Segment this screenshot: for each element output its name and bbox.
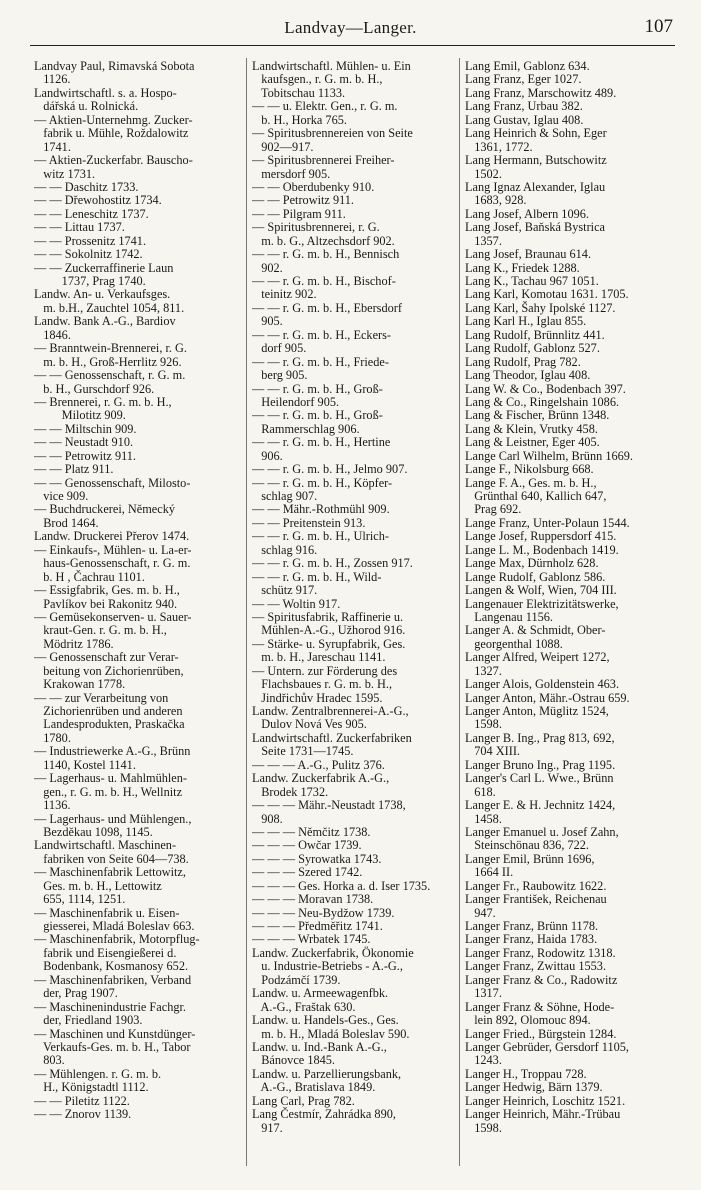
entry-line: 1598. xyxy=(465,1120,502,1135)
entry-line: fabrik und Eisengießerei d. xyxy=(34,945,177,960)
entry-line: Landw. Bank A.-G., Bardiov xyxy=(34,314,176,329)
entry-line: — — Woltin 917. xyxy=(252,596,341,611)
entry-line: Lange L. M., Bodenbach 1419. xyxy=(465,542,619,557)
entry-line: Lang Ignaz Alexander, Iglau xyxy=(465,179,606,194)
entry-line: Lang Karl, Komotau 1631. 1705. xyxy=(465,287,629,302)
entry-line: — — Genossenschaft, r. G. m. xyxy=(34,368,186,383)
entry-line: fabriken von Seite 604—738. xyxy=(34,851,189,866)
entry-line: Lang Franz, Marschowitz 489. xyxy=(465,85,617,100)
entry-line: — Maschinenfabrik u. Eisen- xyxy=(34,905,180,920)
entry-line: 1737, Prag 1740. xyxy=(34,274,146,288)
entry-line: — — Daschitz 1733. xyxy=(34,179,139,194)
entry-line: — Essigfabrik, Ges. m. b. H., xyxy=(34,583,180,598)
entry-line: — — Piletitz 1122. xyxy=(34,1093,130,1108)
entry-line: — — — Předměřitz 1741. xyxy=(252,919,383,933)
entry-line: — Untern. zur Förderung des xyxy=(252,663,398,678)
entry-line: — — r. G. m. b. H., Groß- xyxy=(252,408,383,423)
running-head: Landvay—Langer. xyxy=(284,18,417,37)
entry-line: Jindřichův Hradec 1595. xyxy=(252,690,383,705)
entry-line: — — — Mähr.-Neustadt 1738, xyxy=(252,798,406,813)
entry-line: Langer Alfred, Weipert 1272, xyxy=(465,650,610,665)
entry-line: Landwirtschaftl. Mühlen- u. Ein xyxy=(252,60,411,73)
entry-line: — — Petrowitz 911. xyxy=(34,448,137,463)
entry-line: — — — Syrowatka 1743. xyxy=(252,851,382,866)
entry-line: Langer H., Troppau 728. xyxy=(465,1066,587,1081)
entry-line: schütz 917. xyxy=(252,583,318,598)
entry-line: Lang Josef, Braunau 614. xyxy=(465,247,592,262)
entry-line: witz 1731. xyxy=(34,166,96,181)
entry-line: Langenauer Elektrizitätswerke, xyxy=(465,596,619,611)
entry-line: Heilendorf 905. xyxy=(252,394,340,409)
entry-line: kraut-Gen. r. G. m. b. H., xyxy=(34,623,167,638)
entry-line: Langer Alois, Goldenstein 463. xyxy=(465,677,620,692)
entry-line: Landw. u. Armeewagenfbk. xyxy=(252,986,389,1001)
directory-column-2 xyxy=(252,60,456,1170)
entry-line: Landesprodukten, Praskačka xyxy=(34,717,185,732)
entry-line: gen., r. G. m. b. H., Wellnitz xyxy=(34,784,183,799)
entry-line: Zichorienrüben und anderen xyxy=(34,704,183,718)
entry-line: 917. xyxy=(252,1120,283,1135)
entry-line: A.-G., Bratislava 1849. xyxy=(252,1080,376,1095)
entry-line: Langer Heinrich, Mähr.-Trübau xyxy=(465,1107,621,1122)
entry-line: — Spiritusfabrik, Raffinerie u. xyxy=(252,609,404,624)
entry-line: m. b.H., Zauchtel 1054, 811. xyxy=(34,300,185,315)
entry-line: der, Friedland 1903. xyxy=(34,1013,143,1028)
entry-line: mersdorf 905. xyxy=(252,166,331,181)
entry-line: 902—917. xyxy=(252,139,314,154)
entry-line: Lang Gustav, Iglau 408. xyxy=(465,112,584,127)
entry-line: — — r. G. m. b. H., Ulrich- xyxy=(252,529,389,544)
entry-line: Lang Karl H., Iglau 855. xyxy=(465,314,587,329)
entry-line: Lang Carl, Prag 782. xyxy=(252,1093,355,1108)
entry-line: Langer A. & Schmidt, Ober- xyxy=(465,623,606,638)
entry-line: — — — Szered 1742. xyxy=(252,865,363,880)
entry-line: — Industriewerke A.-G., Brünn xyxy=(34,744,191,759)
entry-line: Langer Heinrich, Loschitz 1521. xyxy=(465,1093,626,1108)
entry-line: Lange F., Nikolsburg 668. xyxy=(465,462,594,477)
entry-line: schlag 907. xyxy=(252,489,318,503)
directory-column-1 xyxy=(34,60,242,1170)
entry-line: — — Znorov 1139. xyxy=(34,1107,132,1122)
header-rule xyxy=(30,45,675,46)
entry-line: 803. xyxy=(34,1053,65,1068)
entry-line: Lang & Co., Ringelshain 1086. xyxy=(465,394,620,409)
entry-line: Brod 1464. xyxy=(34,515,99,530)
entry-line: Langer Hedwig, Bärn 1379. xyxy=(465,1080,603,1095)
entry-line: — — Platz 911. xyxy=(34,462,114,477)
entry-line: — Genossenschaft zur Verar- xyxy=(34,650,179,665)
entry-line: Lang K., Friedek 1288. xyxy=(465,260,580,275)
entry-line: 1357. xyxy=(465,233,502,248)
entry-line: 1317. xyxy=(465,986,502,1001)
entry-line: — — Miltschin 909. xyxy=(34,421,137,436)
entry-line: Lange Franz, Unter-Polaun 1544. xyxy=(465,515,630,530)
entry-line: Lang Franz, Urbau 382. xyxy=(465,99,583,114)
entry-line: — — Zuckerraffinerie Laun xyxy=(34,260,174,275)
entry-line: Lange Max, Dürnholz 628. xyxy=(465,556,599,571)
entry-line: Lang Josef, Albern 1096. xyxy=(465,206,589,221)
entry-line: 1598. xyxy=(465,717,502,732)
entry-line: beitung von Zichorienrüben, xyxy=(34,663,184,678)
entry-line: Langer's Carl L. Wwe., Brünn xyxy=(465,771,614,786)
entry-line: Brodek 1732. xyxy=(252,784,329,799)
entry-line: Podzámčí 1739. xyxy=(252,972,341,987)
entry-line: 704 XIII. xyxy=(465,744,520,759)
entry-line: Bodenbank, Kosmanosy 652. xyxy=(34,959,189,974)
entry-line: berg 905. xyxy=(252,368,308,383)
entry-line: Milotitz 909. xyxy=(34,408,126,423)
entry-line: Verkaufs-Ges. m. b. H., Tabor xyxy=(34,1039,191,1054)
entry-line: — Spiritusbrennereien von Seite xyxy=(252,126,413,141)
entry-line: — Mühlengen. r. G. m. b. xyxy=(34,1066,162,1081)
entry-line: Seite 1731—1745. xyxy=(252,744,354,759)
entry-line: Langer František, Reichenau xyxy=(465,892,607,907)
entry-line: Langer Anton, Mähr.-Ostrau 659. xyxy=(465,690,630,705)
entry-line: kaufsgen., r. G. m. b. H., xyxy=(252,72,383,87)
entry-line: Langer Gebrüder, Gersdorf 1105, xyxy=(465,1039,629,1054)
entry-line: Pavlíkov bei Rakonitz 940. xyxy=(34,596,178,611)
entry-line: Langer Franz, Brünn 1178. xyxy=(465,919,599,933)
entry-line: — — r. G. m. b. H., Bischof- xyxy=(252,274,396,288)
entry-line: 1126. xyxy=(34,72,71,87)
entry-line: Lang Rudolf, Brünnlitz 441. xyxy=(465,327,605,342)
entry-line: Langer Anton, Müglitz 1524, xyxy=(465,704,609,718)
entry-line: — — — Moravan 1738. xyxy=(252,892,374,907)
entry-line: H., Königstadtl 1112. xyxy=(34,1080,149,1095)
entry-line: Lang Franz, Eger 1027. xyxy=(465,72,582,87)
entry-line: Mühlen-A.-G., Užhorod 916. xyxy=(252,623,406,638)
entry-line: Flachsbaues r. G. m. b. H., xyxy=(252,677,393,692)
entry-line: 618. xyxy=(465,784,496,799)
entry-line: — — Prossenitz 1741. xyxy=(34,233,147,248)
entry-line: 655, 1114, 1251. xyxy=(34,892,126,907)
entry-line: u. Industrie-Betriebs - A.-G., xyxy=(252,959,403,974)
entry-line: Lang Karl, Šahy Ipolské 1127. xyxy=(465,300,616,315)
entry-line: Lang K., Tachau 967 1051. xyxy=(465,274,599,288)
entry-line: Langer Franz & Co., Radowitz xyxy=(465,972,618,987)
entry-line: fabrik u. Mühle, Roždalowitz xyxy=(34,126,189,141)
entry-line: Landw. u. Parzellierungsbank, xyxy=(252,1066,402,1081)
entry-line: 1741. xyxy=(34,139,71,154)
entry-line: 1846. xyxy=(34,327,71,342)
entry-line: lein 892, Olomouc 894. xyxy=(465,1013,591,1028)
entry-line: der, Prag 1907. xyxy=(34,986,118,1001)
directory-column-3 xyxy=(465,60,679,1170)
entry-line: Lange Josef, Ruppersdorf 415. xyxy=(465,529,617,544)
entry-line: Tobitschau 1133. xyxy=(252,85,346,100)
entry-line: georgenthal 1088. xyxy=(465,636,563,651)
entry-line: Langer Franz, Zwittau 1553. xyxy=(465,959,607,974)
entry-line: — — r. G. m. b. H., Zossen 917. xyxy=(252,556,413,571)
entry-line: — — — Ges. Horka a. d. Iser 1735. xyxy=(252,878,431,893)
entry-line: — — — A.-G., Pulitz 376. xyxy=(252,757,385,772)
entry-line: Lang Hermann, Butschowitz xyxy=(465,153,607,168)
entry-line: m. b. H., Jareschau 1141. xyxy=(252,650,386,665)
entry-line: schlag 916. xyxy=(252,542,318,557)
entry-line: Landw. An- u. Verkaufsges. xyxy=(34,287,171,302)
entry-line: Landw. Zuckerfabrik A.-G., xyxy=(252,771,390,786)
entry-line: Langer Franz, Rodowitz 1318. xyxy=(465,945,616,960)
entry-line: 1140, Kostel 1141. xyxy=(34,757,136,772)
entry-line: — Maschinenfabrik, Motorpflug- xyxy=(34,932,200,947)
entry-line: Langer Franz & Söhne, Hode- xyxy=(465,999,615,1014)
entry-line: Langer Emanuel u. Josef Zahn, xyxy=(465,824,619,839)
entry-line: — — r. G. m. b. H., Hertine xyxy=(252,435,391,450)
entry-line: — Buchdruckerei, Německý xyxy=(34,502,176,517)
entry-line: — — r. G. m. b. H., Jelmo 907. xyxy=(252,462,408,477)
page-header xyxy=(0,0,701,46)
entry-line: — Maschinenfabrik Lettowitz, xyxy=(34,865,186,880)
entry-line: — — Dřewohostitz 1734. xyxy=(34,193,162,208)
entry-line: Landw. u. Handels-Ges., Ges. xyxy=(252,1013,399,1028)
entry-line: Dulov Nová Ves 905. xyxy=(252,717,367,732)
entry-line: Landwirtschaftl. Maschinen- xyxy=(34,838,177,853)
entry-line: Lang W. & Co., Bodenbach 397. xyxy=(465,381,626,396)
entry-line: Lang Rudolf, Gablonz 527. xyxy=(465,341,600,356)
entry-line: 902. xyxy=(252,260,283,275)
entry-line: Langenau 1156. xyxy=(465,609,553,624)
entry-line: — — r. G. m. b. H., Wild- xyxy=(252,569,382,584)
entry-line: — Brennerei, r. G. m. b. H., xyxy=(34,394,172,409)
entry-line: 908. xyxy=(252,811,283,826)
entry-line: Langer Fr., Raubowitz 1622. xyxy=(465,878,607,893)
entry-line: — Gemüsekonserven- u. Sauer- xyxy=(34,609,192,624)
entry-line: Steinschönau 836, 722. xyxy=(465,838,589,853)
entry-line: Langer E. & H. Jechnitz 1424, xyxy=(465,798,616,813)
entry-line: — — Preitenstein 913. xyxy=(252,515,366,530)
entry-line: Lang Emil, Gablonz 634. xyxy=(465,60,590,73)
entry-line: 947. xyxy=(465,905,496,920)
entry-line: 1502. xyxy=(465,166,502,181)
page-number: 107 xyxy=(644,16,673,37)
entry-line: 1664 II. xyxy=(465,865,514,880)
entry-line: — — — Owčar 1739. xyxy=(252,838,362,853)
entry-line: Mödritz 1786. xyxy=(34,636,114,651)
entry-line: m. b. H., Groß-Herrlitz 926. xyxy=(34,354,182,369)
entry-line: b. H , Čachrau 1101. xyxy=(34,569,145,584)
entry-line: giesserei, Mladá Boleslav 663. xyxy=(34,919,195,933)
entry-line: — — Petrowitz 911. xyxy=(252,193,355,208)
entry-line: — Maschinenfabriken, Verband xyxy=(34,972,192,987)
entry-line: Prag 692. xyxy=(465,502,522,517)
entry-line: Lang Heinrich & Sohn, Eger xyxy=(465,126,607,141)
entry-line: — Einkaufs-, Mühlen- u. La-er- xyxy=(34,542,192,557)
entry-line: Lange Rudolf, Gablonz 586. xyxy=(465,569,606,584)
entry-line: 906. xyxy=(252,448,283,463)
entry-line: Lang Josef, Baňská Bystrica xyxy=(465,220,606,235)
entry-line: — Branntwein-Brennerei, r. G. xyxy=(34,341,187,356)
entry-line: Lang Theodor, Iglau 408. xyxy=(465,368,591,383)
entry-line: — — — Němčitz 1738. xyxy=(252,824,371,839)
entry-line: — Maschinenindustrie Fachgr. xyxy=(34,999,186,1014)
entry-line: — Maschinen und Kunstdünger- xyxy=(34,1026,196,1041)
entry-line: — Lagerhaus- und Mühlengen., xyxy=(34,811,192,826)
entry-line: Rammerschlag 906. xyxy=(252,421,360,436)
entry-line: Landvay Paul, Rimavská Sobota xyxy=(34,60,195,73)
entry-line: Landwirtschaftl. s. a. Hospo- xyxy=(34,85,177,100)
entry-line: — — u. Elektr. Gen., r. G. m. xyxy=(252,99,398,114)
entry-line: Langer B. Ing., Prag 813, 692, xyxy=(465,730,615,745)
entry-line: Bánovce 1845. xyxy=(252,1053,335,1068)
entry-line: — — Pilgram 911. xyxy=(252,206,346,221)
entry-line: Lang & Fischer, Brünn 1348. xyxy=(465,408,610,423)
entry-line: 1458. xyxy=(465,811,502,826)
entry-line: b. H., Gurschdorf 926. xyxy=(34,381,155,396)
column-divider xyxy=(459,58,460,1166)
entry-line: 1243. xyxy=(465,1053,502,1068)
entry-line: — — Leneschitz 1737. xyxy=(34,206,149,221)
entry-line: 1780. xyxy=(34,730,71,745)
entry-line: m. b. H., Mladá Boleslav 590. xyxy=(252,1026,410,1041)
entry-line: Langer Emil, Brünn 1696, xyxy=(465,851,595,866)
entry-line: 1683, 928. xyxy=(465,193,527,208)
entry-line: — Spiritusbrennerei, r. G. xyxy=(252,220,380,235)
entry-line: — — zur Verarbeitung von xyxy=(34,690,169,705)
entry-line: Langen & Wolf, Wien, 704 III. xyxy=(465,583,617,598)
entry-line: — — Neustadt 910. xyxy=(34,435,134,450)
entry-line: Langer Fried., Bürgstein 1284. xyxy=(465,1026,617,1041)
entry-line: — — Genossenschaft, Milosto- xyxy=(34,475,191,490)
entry-line: — — r. G. m. b. H., Eckers- xyxy=(252,327,392,342)
entry-line: haus-Genossenschaft, r. G. m. xyxy=(34,556,191,571)
entry-line: Lange F. A., Ges. m. b. H., xyxy=(465,475,597,490)
entry-line: Landw. Zuckerfabrik, Ökonomie xyxy=(252,945,414,960)
entry-line: dářská u. Rolnická. xyxy=(34,99,139,114)
entry-line: Lange Carl Wilhelm, Brünn 1669. xyxy=(465,448,633,463)
entry-line: — — Mähr.-Rothmühl 909. xyxy=(252,502,390,517)
entry-line: Krakowan 1778. xyxy=(34,677,126,692)
entry-line: — Aktien-Unternehmg. Zucker- xyxy=(34,112,193,127)
entry-line: A.-G., Fraštak 630. xyxy=(252,999,356,1014)
entry-line: — Stärke- u. Syrupfabrik, Ges. xyxy=(252,636,406,651)
entry-line: — — Oberdubenky 910. xyxy=(252,179,375,194)
entry-line: — Lagerhaus- u. Mahlmühlen- xyxy=(34,771,187,786)
entry-line: Lang & Klein, Vrutky 458. xyxy=(465,421,598,436)
entry-line: — Spiritusbrennerei Freiher- xyxy=(252,153,395,168)
entry-line: Bezděkau 1098, 1145. xyxy=(34,824,153,839)
entry-line: dorf 905. xyxy=(252,341,307,356)
entry-line: Lang Čestmír, Zahrádka 890, xyxy=(252,1107,396,1122)
column-divider xyxy=(246,58,247,1166)
entry-line: — — — Wrbatek 1745. xyxy=(252,932,371,947)
entry-line: — — Littau 1737. xyxy=(34,220,125,235)
entry-line: 905. xyxy=(252,314,283,329)
entry-line: vice 909. xyxy=(34,489,89,503)
entry-line: — — r. G. m. b. H., Groß- xyxy=(252,381,383,396)
entry-line: — — r. G. m. b. H., Bennisch xyxy=(252,247,400,262)
entry-line: b. H., Horka 765. xyxy=(252,112,347,127)
entry-line: Grünthal 640, Kallich 647, xyxy=(465,489,607,503)
entry-line: 1361, 1772. xyxy=(465,139,533,154)
entry-line: Langer Franz, Haida 1783. xyxy=(465,932,598,947)
entry-line: teinitz 902. xyxy=(252,287,317,302)
entry-line: 1136. xyxy=(34,798,71,813)
entry-line: Landwirtschaftl. Zuckerfabriken xyxy=(252,730,412,745)
entry-line: — — — Neu-Bydžow 1739. xyxy=(252,905,395,920)
entry-line: Ges. m. b. H., Lettowitz xyxy=(34,878,162,893)
entry-line: — — r. G. m. b. H., Köpfer- xyxy=(252,475,393,490)
entry-line: Landw. Druckerei Přerov 1474. xyxy=(34,529,190,544)
entry-line: m. b. G., Altzechsdorf 902. xyxy=(252,233,395,248)
entry-line: Langer Bruno Ing., Prag 1195. xyxy=(465,757,616,772)
entry-line: — — r. G. m. b. H., Ebersdorf xyxy=(252,300,402,315)
entry-line: 1327. xyxy=(465,663,502,678)
entry-line: — Aktien-Zuckerfabr. Bauscho- xyxy=(34,153,193,168)
entry-line: Landw. u. Ind.-Bank A.-G., xyxy=(252,1039,387,1054)
entry-line: Lang Rudolf, Prag 782. xyxy=(465,354,581,369)
entry-line: — — Sokolnitz 1742. xyxy=(34,247,143,262)
entry-line: Lang & Leistner, Eger 405. xyxy=(465,435,600,450)
entry-line: Landw. Zentralbrennerei-A.-G., xyxy=(252,704,409,718)
entry-line: — — r. G. m. b. H., Friede- xyxy=(252,354,389,369)
